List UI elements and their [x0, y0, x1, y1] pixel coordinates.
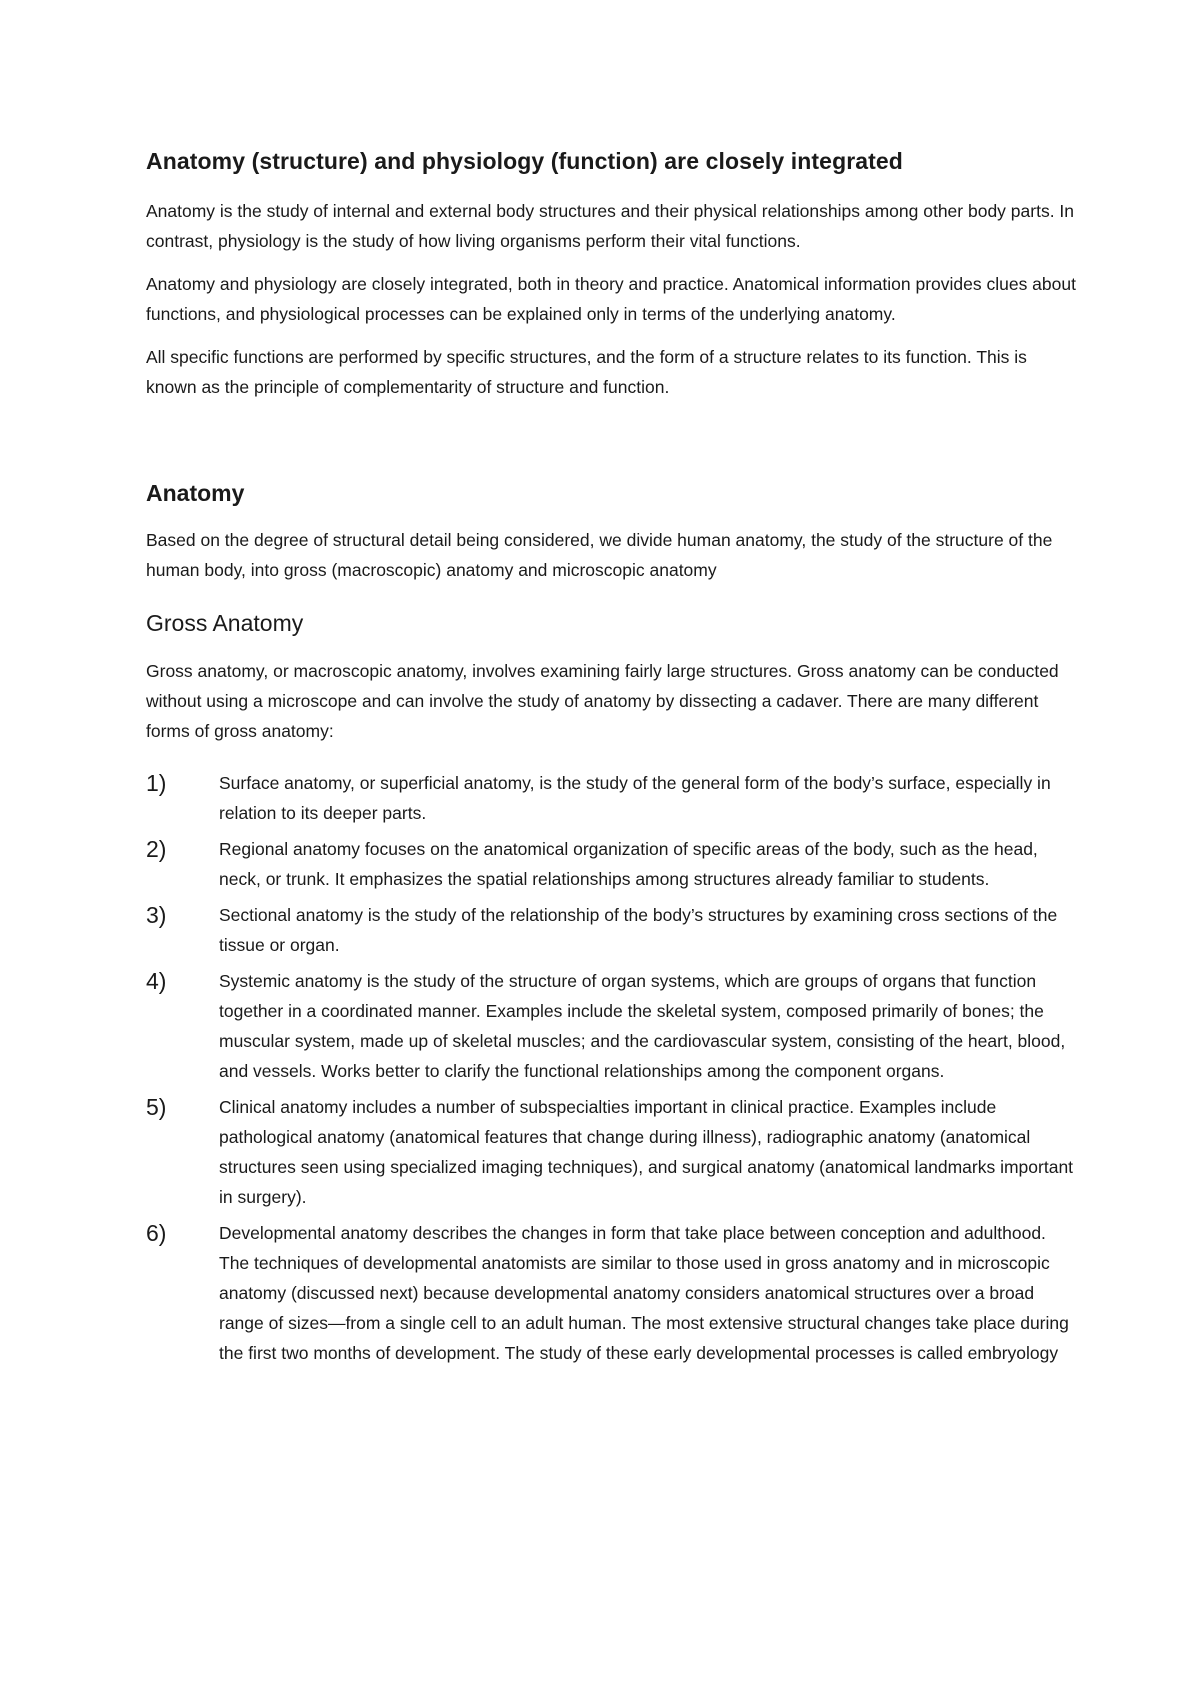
list-item — [146, 966, 1076, 1086]
list-number: 4) — [146, 968, 167, 994]
anatomy-paragraph: Based on the degree of structural detail being considered, we divide human anatomy, the study of the structure of the human body, into gross (macroscopic) anatomy and microscopic anatomy — [146, 530, 1053, 580]
intro-paragraph-2: Anatomy and physiology are closely integrated, both in theory and practice. Anatomical information provides clues about functions, and physiological processes can be explained only in terms of the underlying anatomy. — [146, 274, 1076, 324]
intro-paragraph-1: Anatomy is the study of internal and external body structures and their physical relationships among other body parts. In contrast, physiology is the study of how living organisms perform their vital functions. — [146, 201, 1075, 251]
gross-anatomy-heading: Gross Anatomy — [146, 610, 304, 636]
gross-anatomy-paragraph: Gross anatomy, or macroscopic anatomy, involves examining fairly large structures. Gross anatomy can be conducted without using a microscope and can involve the study of anatomy by dissecting a cadaver. There are many different forms of gross anatomy: — [146, 661, 1059, 741]
list-item-text: Systemic anatomy is the study of the structure of organ systems, which are groups of organs that function together in a coordinated manner. Examples include the skeletal system, composed primarily of bones; the muscular system, made up of skeletal muscles; and the cardiovascular system, consisting of the heart, blood, and vessels. Works better to clarify the functional relationships among the component organs. — [219, 971, 1066, 1081]
list-number: 2) — [146, 836, 167, 862]
list-item — [146, 768, 1076, 828]
document-page — [146, 146, 1076, 1374]
gross-anatomy-list — [146, 768, 1076, 1368]
list-item-text: Regional anatomy focuses on the anatomical organization of specific areas of the body, such as the head, neck, or trunk. It emphasizes the spatial relationships among structures already familiar to students. — [219, 839, 1038, 889]
list-item — [146, 1218, 1076, 1368]
list-item-text: Developmental anatomy describes the changes in form that take place between conception and adulthood. The techniques of developmental anatomists are similar to those used in gross anatomy and in microscopic anatomy (discussed next) because developmental anatomy considers anatomical structures over a broad range of sizes—from a single cell to an adult human. The most extensive structural changes take place during the first two months of development. The study of these early developmental processes is called embryology — [219, 1223, 1069, 1363]
page-title: Anatomy (structure) and physiology (function) are closely integrated — [146, 148, 903, 174]
list-item-text: Surface anatomy, or superficial anatomy, is the study of the general form of the body’s surface, especially in relation to its deeper parts. — [219, 773, 1051, 823]
list-number: 6) — [146, 1220, 167, 1246]
anatomy-heading: Anatomy — [146, 480, 245, 506]
list-item-text: Sectional anatomy is the study of the relationship of the body’s structures by examining cross sections of the tissue or organ. — [219, 905, 1058, 955]
intro-paragraph-3: All specific functions are performed by specific structures, and the form of a structure relates to its function. This is known as the principle of complementarity of structure and function. — [146, 347, 1027, 397]
list-number: 5) — [146, 1094, 167, 1120]
list-number: 3) — [146, 902, 167, 928]
list-item — [146, 1092, 1076, 1212]
list-item — [146, 834, 1076, 894]
list-item — [146, 900, 1076, 960]
list-item-text: Clinical anatomy includes a number of subspecialties important in clinical practice. Examples include pathological anatomy (anatomical features that change during illness), radiographic anatomy (anatomical structures seen using specialized imaging techniques), and surgical anatomy (anatomical landmarks important in surgery). — [219, 1097, 1074, 1207]
list-number: 1) — [146, 770, 167, 796]
